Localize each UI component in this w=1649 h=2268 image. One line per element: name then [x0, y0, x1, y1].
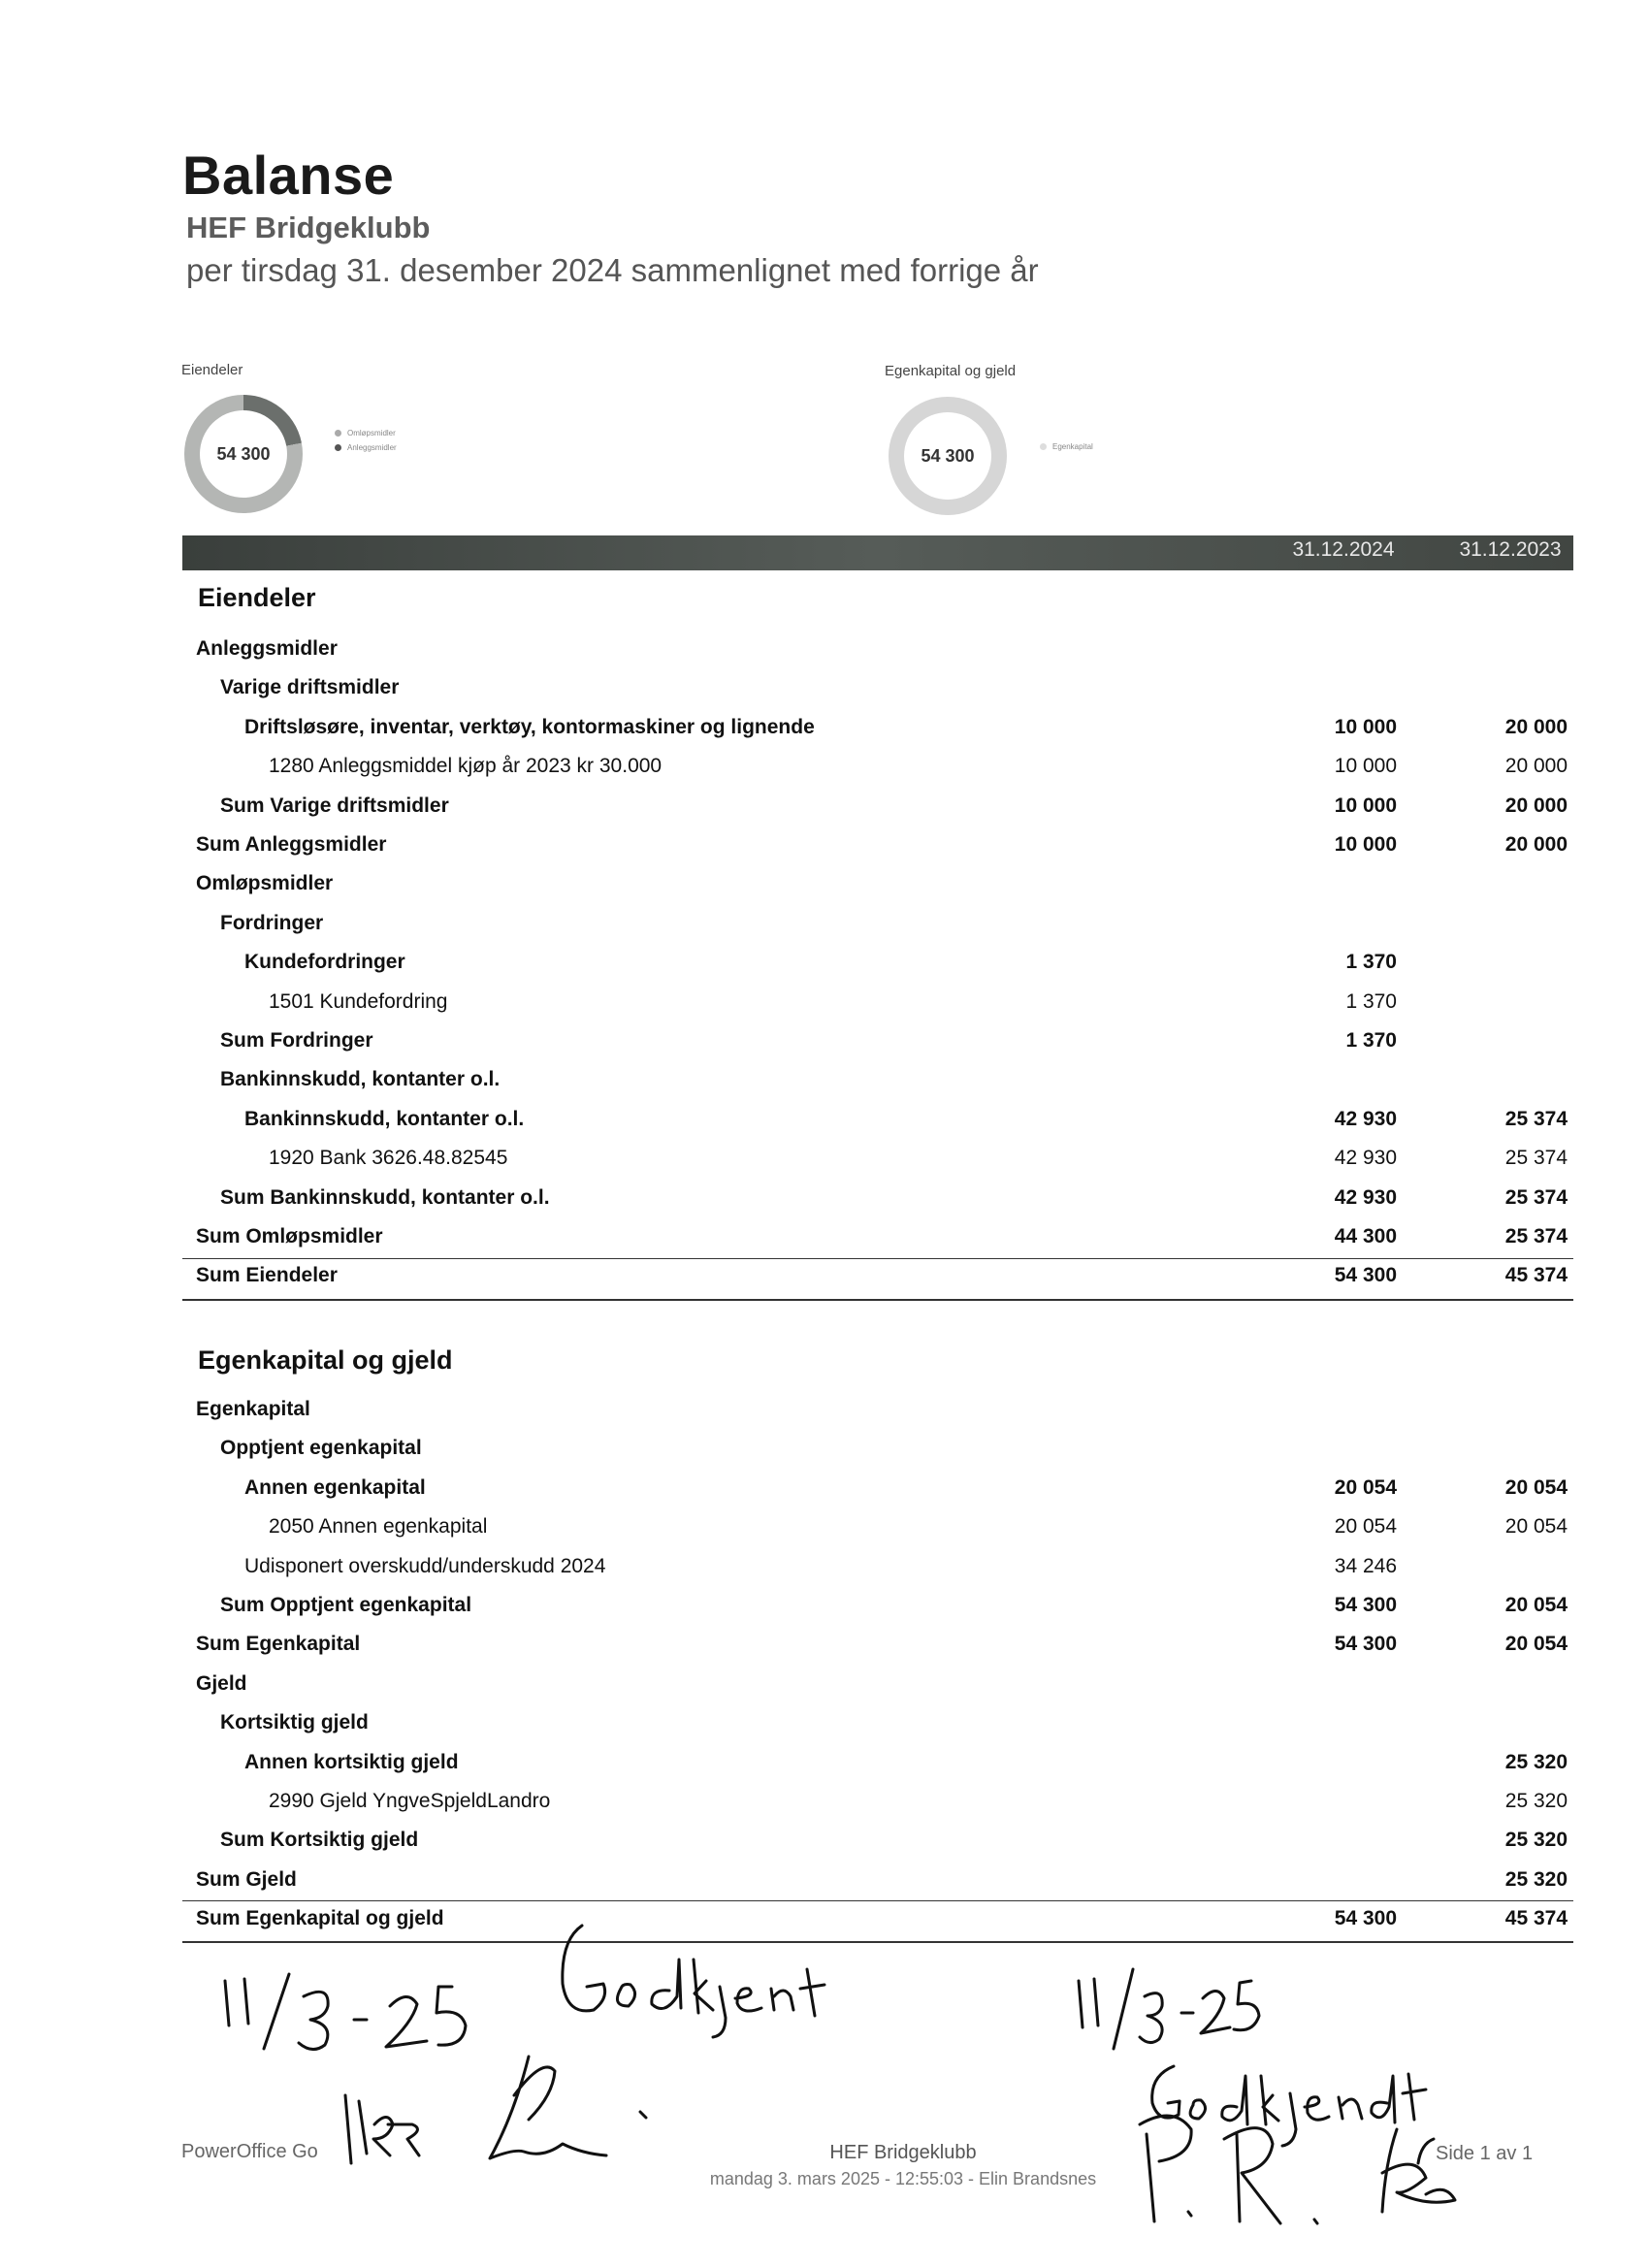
report-period: per tirsdag 31. desember 2024 sammenlignet med forrige år	[186, 252, 1039, 288]
row-label: Sum Fordringer	[220, 1029, 373, 1052]
row-value-2023: 25 320	[1504, 1829, 1568, 1852]
row-value-2024: 20 054	[1334, 1515, 1397, 1539]
row-value-2023: 25 320	[1504, 1790, 1568, 1812]
row-label: Sum Varige driftsmidler	[220, 794, 449, 817]
row-label: Udisponert overskudd/underskudd 2024	[244, 1554, 606, 1577]
row-label: 2050 Annen egenkapital	[269, 1515, 488, 1539]
row-label: 1501 Kundefordring	[269, 989, 448, 1013]
row-label: Opptjent egenkapital	[220, 1437, 422, 1460]
footer-club: HEF Bridgeklubb	[829, 2142, 977, 2163]
row-value-2023: 25 374	[1504, 1225, 1568, 1247]
row-label: Varige driftsmidler	[220, 676, 400, 699]
row-value-2023: 20 054	[1504, 1515, 1568, 1539]
row-label: Sum Eiendeler	[196, 1264, 338, 1287]
row-value-2024: 54 300	[1334, 1594, 1397, 1616]
row-label: Sum Omløpsmidler	[196, 1225, 383, 1247]
row-value-2024: 10 000	[1334, 794, 1397, 817]
footer-printed: mandag 3. mars 2025 - 12:55:03 - Elin Brandsnes	[709, 2169, 1097, 2188]
row-label: Sum Gjeld	[196, 1867, 297, 1891]
row-value-2023: 25 374	[1504, 1147, 1568, 1170]
row-label: Annen egenkapital	[244, 1475, 426, 1499]
row-label: Sum Kortsiktig gjeld	[220, 1829, 419, 1852]
legend-item: Omløpsmidler	[335, 429, 397, 437]
donut-assets-value: 54 300	[200, 410, 287, 498]
section-title-equity: Egenkapital og gjeld	[198, 1345, 453, 1375]
row-value-2023: 20 000	[1504, 715, 1568, 738]
row-label: 1920 Bank 3626.48.82545	[269, 1147, 508, 1170]
row-value-2023: 25 374	[1504, 1107, 1568, 1130]
row-value-2024: 42 930	[1334, 1185, 1397, 1209]
donut-equity-value: 54 300	[904, 412, 991, 500]
row-label: Sum Egenkapital og gjeld	[196, 1907, 444, 1930]
row-label: Kortsiktig gjeld	[220, 1711, 369, 1734]
column-header-2023: 31.12.2023	[1459, 538, 1562, 561]
row-label: Anleggsmidler	[196, 637, 338, 660]
row-value-2023: 45 374	[1504, 1907, 1568, 1930]
row-value-2024: 54 300	[1334, 1633, 1397, 1656]
legend-item: Egenkapital	[1040, 442, 1093, 451]
row-value-2024: 42 930	[1334, 1107, 1397, 1130]
row-label: Driftsløsøre, inventar, verktøy, kontormaskiner og lignende	[244, 715, 815, 738]
row-value-2024: 54 300	[1334, 1264, 1397, 1287]
row-label: Sum Anleggsmidler	[196, 833, 387, 856]
row-value-2023: 20 000	[1504, 755, 1568, 778]
row-value-2024: 42 930	[1334, 1147, 1397, 1170]
page-title: Balanse	[182, 145, 395, 206]
row-label: Sum Opptjent egenkapital	[220, 1594, 472, 1616]
column-header-2024: 31.12.2024	[1292, 538, 1395, 561]
club-name: HEF Bridgeklubb	[186, 211, 431, 244]
row-label: Annen kortsiktig gjeld	[244, 1750, 459, 1773]
row-label: Fordringer	[220, 911, 324, 934]
donut-assets-label: Eiendeler	[181, 362, 243, 378]
row-label: Kundefordringer	[244, 951, 405, 974]
row-label: Sum Egenkapital	[196, 1633, 361, 1656]
row-value-2024: 1 370	[1345, 951, 1397, 974]
row-value-2023: 20 054	[1504, 1475, 1568, 1499]
row-value-2024: 10 000	[1334, 833, 1397, 856]
row-label: 2990 Gjeld YngveSpjeldLandro	[269, 1790, 551, 1812]
donut-equity-label: Egenkapital og gjeld	[885, 363, 1017, 379]
row-value-2023: 25 320	[1504, 1867, 1568, 1891]
row-label: 1280 Anleggsmiddel kjøp år 2023 kr 30.000	[269, 755, 663, 778]
row-label: Sum Bankinnskudd, kontanter o.l.	[220, 1185, 550, 1209]
row-value-2023: 20 000	[1504, 794, 1568, 817]
row-value-2024: 10 000	[1334, 715, 1397, 738]
legend-item: Anleggsmidler	[335, 443, 397, 452]
row-value-2023: 45 374	[1504, 1264, 1568, 1287]
row-value-2023: 25 374	[1504, 1185, 1568, 1209]
row-value-2023: 25 320	[1504, 1750, 1568, 1773]
row-label: Egenkapital	[196, 1398, 310, 1420]
row-value-2024: 1 370	[1345, 989, 1397, 1013]
row-value-2024: 10 000	[1334, 755, 1397, 778]
row-label: Bankinnskudd, kontanter o.l.	[220, 1068, 501, 1091]
footer-brand: PowerOffice Go	[181, 2141, 318, 2162]
row-value-2024: 1 370	[1345, 1029, 1397, 1052]
row-value-2024: 20 054	[1334, 1475, 1397, 1499]
section-title-assets: Eiendeler	[198, 583, 316, 612]
row-label: Gjeld	[196, 1671, 247, 1695]
row-value-2023: 20 000	[1504, 833, 1568, 856]
row-value-2024: 34 246	[1334, 1554, 1397, 1577]
row-value-2023: 20 054	[1504, 1633, 1568, 1656]
row-value-2024: 54 300	[1334, 1907, 1397, 1930]
row-value-2023: 20 054	[1504, 1594, 1568, 1616]
row-label: Bankinnskudd, kontanter o.l.	[244, 1107, 525, 1130]
row-label: Omløpsmidler	[196, 872, 334, 895]
row-value-2024: 44 300	[1334, 1225, 1397, 1247]
footer-page-number: Side 1 av 1	[1436, 2143, 1534, 2164]
